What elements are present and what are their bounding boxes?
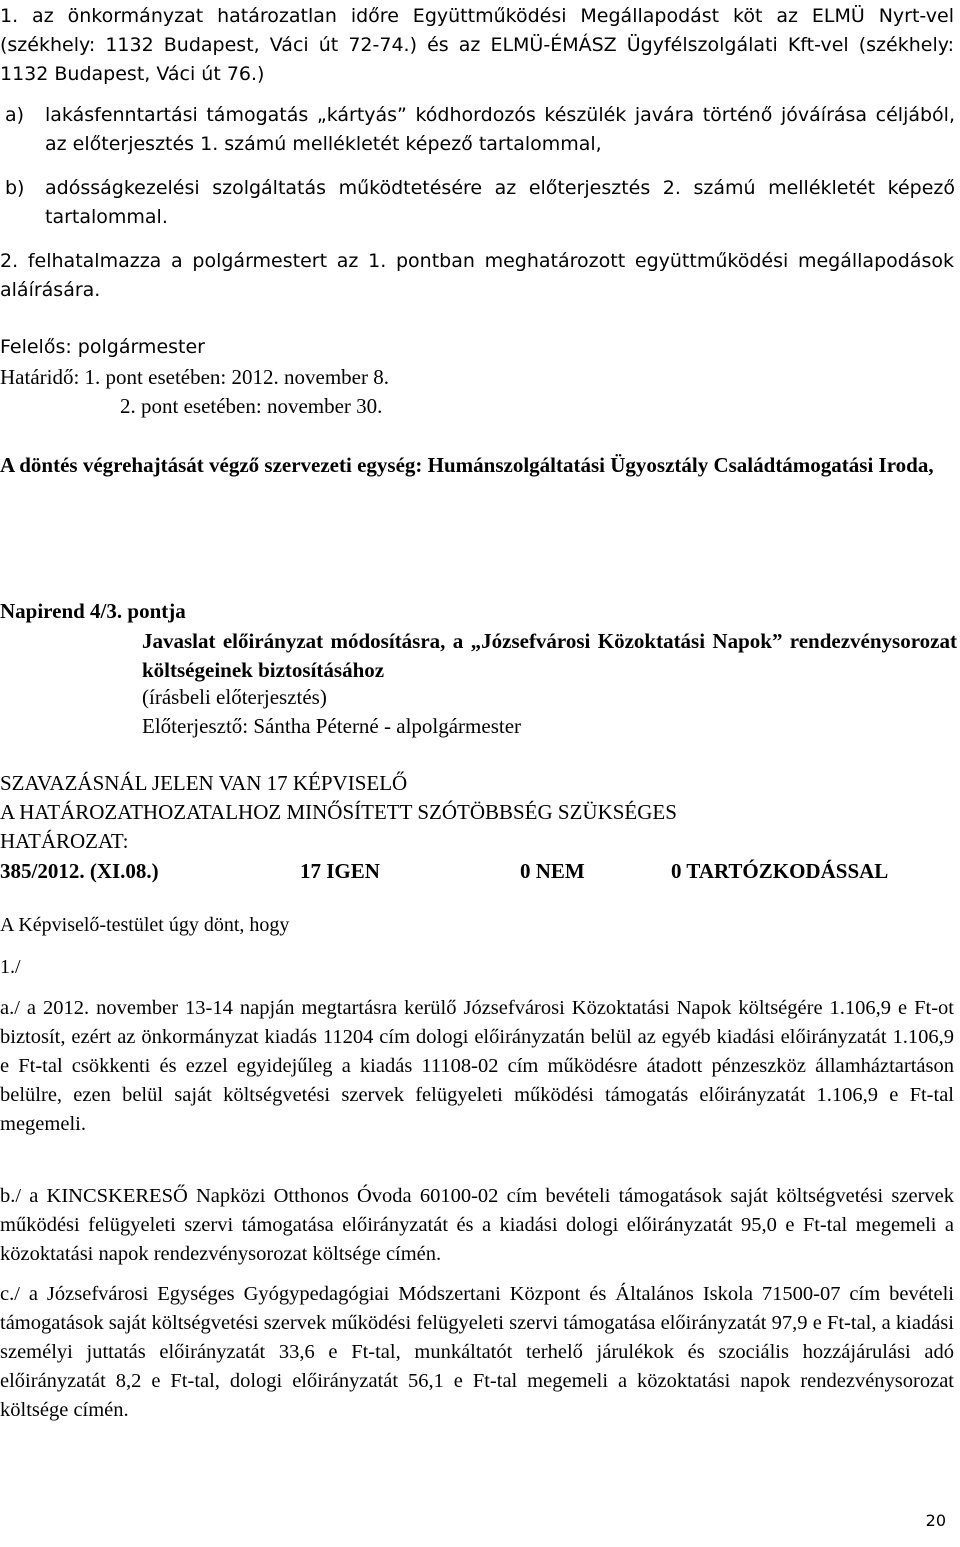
agenda-heading: Napirend 4/3. pontja [0,599,186,623]
executor: A döntés végrehajtását végző szervezeti egység: Humánszolgáltatási Ügyosztály Családtámogatási Iroda, [0,453,934,477]
decision-intro: A Képviselő-testület úgy dönt, hogy [0,914,290,936]
resolution-number: 385/2012. (XI.08.) [0,859,159,883]
item-2: 2. felhatalmazza a polgármestert az 1. pontban meghatározott együttműködési megállapodások aláírására. [0,250,954,301]
deadline-1: Határidő: 1. pont esetében: 2012. november 8. [0,365,389,389]
paragraph-b: b./ a KINCSKERESŐ Napközi Otthonos Óvoda 60100-02 cím bevételi támogatások saját költségvetési szervek működési felügyeleti szervi támogatása előirányzatát és a kiadási dologi előirányzatát 95,0 e Ft-tal megemeli a közoktatási napok rendezvénysorozat költsége címén. [0,1185,954,1265]
item-1-a-label: a) [5,104,25,126]
agenda-title: Javaslat előirányzat módosításra, a „Józsefvárosi Közoktatási Napok” rendezvénysorozat költségeinek biztosításához [142,629,957,682]
voting-present: SZAVAZÁSNÁL JELEN VAN 17 KÉPVISELŐ [0,771,408,795]
responsible: Felelős: polgármester [0,336,205,358]
vote-abstain: 0 TARTÓZKODÁSSAL [671,859,889,883]
point-label: 1./ [0,956,21,978]
agenda-note: (írásbeli előterjesztés) [142,685,327,709]
deadline-2: 2. pont esetében: november 30. [120,394,383,418]
item-1-b-label: b) [5,177,25,199]
page-number: 20 [925,1511,946,1530]
vote-yes: 17 IGEN [300,859,380,883]
agenda-presenter: Előterjesztő: Sántha Péterné - alpolgármester [142,714,522,738]
voting-majority: A HATÁROZATHOZATALHOZ MINŐSÍTETT SZÓTÖBBSÉG SZÜKSÉGES [0,800,677,824]
resolution-label: HATÁROZAT: [0,829,129,853]
item-1-intro: 1. az önkormányzat határozatlan időre Együttműködési Megállapodást köt az ELMÜ Nyrt-vel (székhely: 1132 Budapest, Váci út 72-74.) és az ELMÜ-ÉMÁSZ Ügyfélszolgálati Kft-vel (székhely: 1132 Budapest, Váci út 76.) [0,5,954,85]
paragraph-a: a./ a 2012. november 13-14 napján megtartásra kerülő Józsefvárosi Közoktatási Napok költségére 1.106,9 e Ft-ot biztosít, ezért az önkormányzat kiadás 11204 cím dologi előirányzatán belül az egyéb kiadási előirányzatát 1.106,9 e Ft-tal csökkenti és ezzel egyidejűleg a kiadás 11108-02 cím működésre átadott pénzeszköz államháztartáson belülre, ezen belül saját költségvetési szervek felügyeleti működési támogatás előirányzatát 1.106,9 e Ft-tal megemeli. [0,997,954,1135]
item-1-b-text: adósságkezelési szolgáltatás működtetésére az előterjesztés 2. számú mellékletét képező tartalommal. [45,177,955,228]
paragraph-c: c./ a Józsefvárosi Egységes Gyógypedagógiai Módszertani Központ és Általános Iskola 71500-07 cím bevételi támogatások saját költségvetési szervek működési felügyeleti szervi támogatása előirányzatát 97,9 e Ft-tal, a kiadási személyi juttatás előirányzatát 33,6 e Ft-tal, munkáltatót terhelő járulékok és szociális hozzájárulási adó előirányzatát 8,2 e Ft-tal, dologi előirányzatát 56,1 e Ft-tal megemeli a közoktatási napok rendezvénysorozat költsége címén. [0,1283,954,1421]
vote-no: 0 NEM [520,859,585,883]
item-1-a-text: lakásfenntartási támogatás „kártyás” kódhordozós készülék javára történő jóváírása céljából, az előterjesztés 1. számú mellékletét képező tartalommal, [45,104,955,155]
